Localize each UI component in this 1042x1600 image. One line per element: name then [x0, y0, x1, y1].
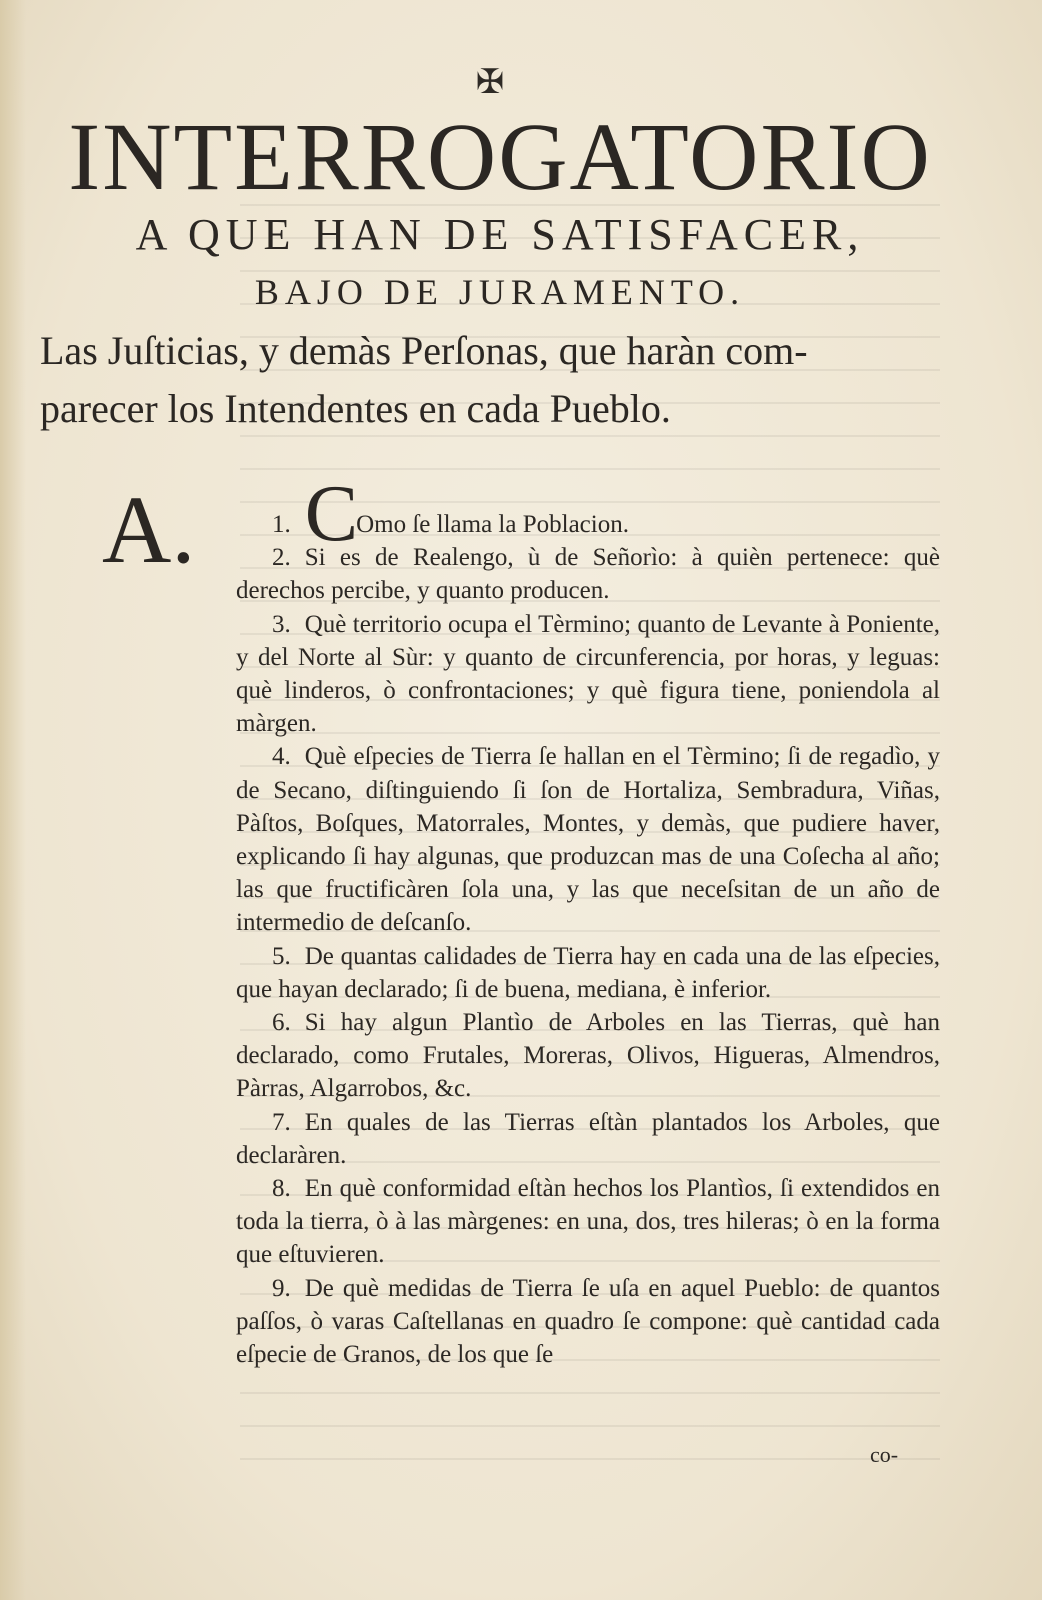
- question-number: 9.: [272, 1274, 291, 1302]
- question-number: 5.: [272, 942, 291, 970]
- question-list: [236, 470, 940, 1371]
- question-item: [236, 608, 940, 741]
- question-item: [236, 541, 940, 607]
- question-item: [236, 1106, 940, 1172]
- subtitle-line-1: A QUE HAN DE SATISFACER,: [135, 210, 865, 259]
- cross-ornament-icon: ✠: [475, 62, 505, 102]
- question-text: En què conformidad eſtàn hechos los Plantìos, ſi extendidos en toda la tierra, ò à las màrgenes: en una, dos, tres hileras; ò en la forma que eſtuvieren.: [236, 1175, 940, 1269]
- question-item: [236, 1172, 940, 1272]
- question-number: 6.: [272, 1009, 291, 1037]
- drop-cap: C: [304, 470, 359, 558]
- intro-paragraph: [40, 322, 970, 438]
- question-text: De quantas calidades de Tierra hay en cada una de las eſpecies, que hayan declarado; ſi de buena, mediana, è inferior.: [236, 942, 940, 1003]
- question-text: Si hay algun Plantìo de Arboles en las Tierras, què han declarado, como Frutales, Moreras, Olivos, Higueras, Almendros, Pàrras, Algarrobos, &c.: [236, 1009, 940, 1103]
- catchword: co-: [870, 1442, 899, 1467]
- question-number: 4.: [272, 743, 291, 771]
- question-item: [236, 1006, 940, 1106]
- question-number: 2.: [272, 544, 291, 572]
- intro-line: parecer los Intendentes en cada Pueblo.: [40, 386, 671, 431]
- question-number: 1.: [272, 511, 291, 538]
- question-item: [236, 940, 940, 1006]
- question-text: Què eſpecies de Tierra ſe hallan en el Tèrmino; ſi de regadìo, y de Secano, diſtinguiendo ſi ſon de Hortaliza, Sembradura, Viñas, Pàſtos, Boſques, Matorrales, Montes, y demàs, que pudiere haver, explicando ſi hay algunas, que produzcan mas de una Coſecha al año; las que fructificàren ſola una, y las que neceſsitan de un año de intermedio de deſcanſo.: [236, 743, 940, 937]
- section-letter: A.: [102, 476, 196, 583]
- question-text: De què medidas de Tierra ſe uſa en aquel Pueblo: de quantos paſſos, ò varas Caſtellanas en quadro ſe compone: què cantidad cada eſpecie de Granos, de los que ſe: [236, 1274, 940, 1369]
- question-number: 3.: [272, 610, 291, 638]
- question-item: [236, 740, 940, 939]
- question-text: Què territorio ocupa el Tèrmino; quanto de Levante à Poniente, y del Norte al Sùr: y quanto de circunferencia, por horas, y leguas: què linderos, ò confrontaciones; y què figura tiene, poniendola al màrgen.: [236, 610, 940, 738]
- question-text: Omo ſe llama la Poblacion.: [356, 511, 629, 538]
- subtitle-line-2: BAJO DE JURAMENTO.: [254, 272, 746, 312]
- question-text: Si es de Realengo, ù de Señorìo: à quièn pertenece: què derechos percibe, y quanto producen.: [236, 544, 940, 605]
- question-number: 8.: [272, 1175, 291, 1203]
- question-item: [236, 470, 940, 558]
- intro-line: Las Juſticias, y demàs Perſonas, que haràn com-: [40, 328, 808, 373]
- question-item: [236, 1272, 940, 1372]
- document-title: INTERROGATORIO: [68, 103, 932, 210]
- question-text: En quales de las Tierras eſtàn plantados los Arboles, que declaràren.: [236, 1108, 940, 1169]
- question-number: 7.: [272, 1108, 291, 1136]
